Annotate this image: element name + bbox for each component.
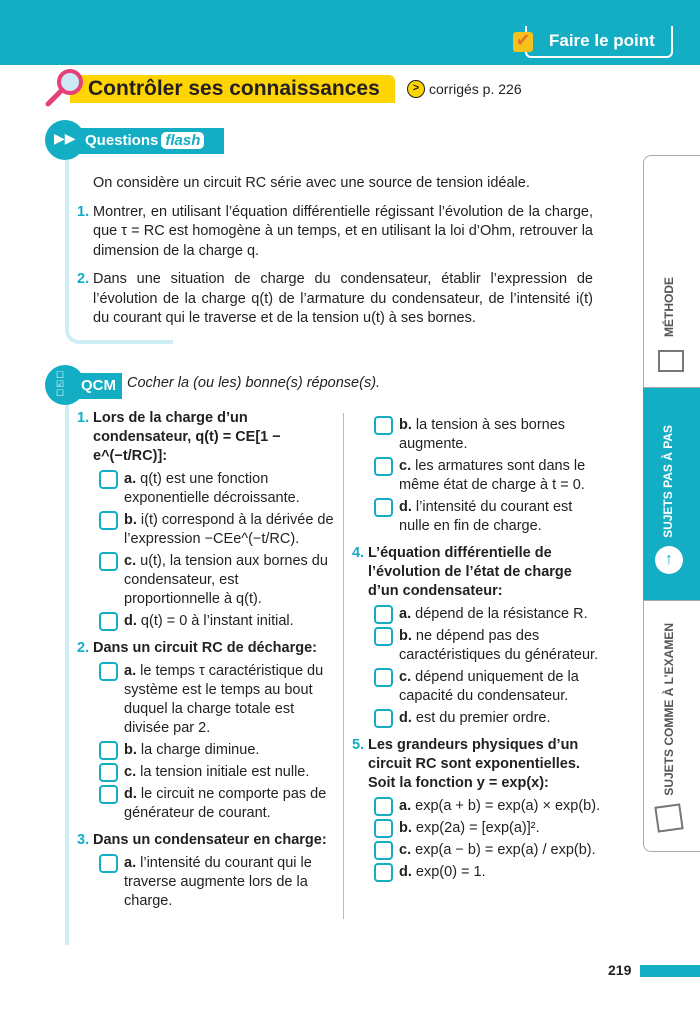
checkbox[interactable] — [99, 552, 118, 571]
qcm-option[interactable] — [99, 552, 335, 609]
option-text: exp(a + b) = exp(a) × exp(b). — [415, 797, 601, 814]
flash-question-2 — [77, 270, 593, 329]
qcm-question-1 — [77, 409, 335, 631]
qcm-label: QCM — [59, 373, 122, 399]
option-letter: a. — [124, 470, 137, 487]
checkbox[interactable] — [99, 511, 118, 530]
page-bar — [640, 965, 700, 977]
qcm-option[interactable] — [99, 785, 335, 823]
option-text: les armatures sont dans le même état de charge à t = 0. — [399, 457, 586, 493]
checklist-icon: ☐ ☑ ☐ — [56, 369, 65, 398]
option-text: dépend uniquement de la capacité du condensateur. — [399, 668, 579, 704]
option-text: ne dépend pas des caractéristiques du générateur. — [399, 627, 599, 663]
question-number: 2. — [77, 639, 90, 656]
option-letter: c. — [124, 552, 137, 569]
question-head — [352, 544, 601, 601]
qcm-question-5 — [352, 736, 601, 882]
option-text: la tension à ses bornes augmente. — [399, 416, 566, 452]
question-number: 1. — [77, 203, 90, 220]
option-letter: d. — [399, 863, 412, 880]
checkbox[interactable] — [374, 627, 393, 646]
option-letter: a. — [399, 797, 412, 814]
option-letter: b. — [399, 416, 412, 433]
question-text: Montrer, en utilisant l’équation différentielle régissant l’évolution de la charge, que τ = RC est homogène à un temps, et en utilisant la loi d’Ohm, retrouver la dimension de la charge q. — [93, 203, 593, 259]
qcm-option[interactable] — [374, 841, 601, 860]
question-text: Dans un circuit RC de décharge: — [93, 639, 317, 656]
qcm-option[interactable] — [99, 741, 335, 760]
qcm-question-3 — [77, 831, 335, 911]
option-letter: d. — [124, 612, 137, 629]
qcm-question-3 — [352, 416, 601, 536]
checkbox[interactable] — [99, 612, 118, 631]
qcm-option[interactable] — [374, 416, 601, 454]
checkbox[interactable] — [374, 457, 393, 476]
question-number: 5. — [352, 736, 365, 753]
qcm-option[interactable] — [374, 709, 601, 728]
question-head — [77, 409, 335, 466]
question-number: 1. — [77, 409, 90, 426]
qcm-option[interactable] — [374, 819, 601, 838]
question-text: Les grandeurs physiques d’un circuit RC sont exponentielles. Soit la fonction y = exp(x): — [368, 736, 580, 791]
questions-flash-bar — [57, 128, 224, 154]
option-letter: d. — [124, 785, 137, 802]
questions-flash-header — [45, 120, 605, 160]
option-text: exp(0) = 1. — [415, 863, 486, 880]
checkbox[interactable] — [99, 470, 118, 489]
option-letter: c. — [399, 841, 412, 858]
option-text: le circuit ne comporte pas de générateur de courant. — [124, 785, 327, 821]
question-text: Dans une situation de charge du condensateur, établir l’expression de l’évolution de la charge q(t) de l’armature du condensateur, de l’intensité i(t) du courant qui le traverse et de la tension u(t) à ses bornes. — [93, 271, 593, 326]
qcm-header — [45, 365, 605, 405]
checkbox[interactable] — [99, 741, 118, 760]
question-text: Lors de la charge d’un condensateur, q(t) = CE[1 − e^(−t/RC)]: — [93, 409, 281, 464]
qcm-column-right — [343, 413, 601, 919]
page-number: 219 — [608, 962, 632, 978]
qcm-option[interactable] — [374, 627, 601, 665]
checkbox[interactable] — [99, 662, 118, 681]
checkbox[interactable] — [374, 416, 393, 435]
questions-label: Questions — [85, 132, 159, 149]
checkbox[interactable] — [374, 605, 393, 624]
option-letter: b. — [124, 511, 137, 528]
checkbox[interactable] — [374, 668, 393, 687]
option-letter: a. — [124, 662, 137, 679]
paper-icon — [654, 803, 683, 832]
flash-label: flash — [161, 132, 204, 149]
option-text: i(t) correspond à la dérivée de l’expression −CEe^(−t/RC). — [124, 511, 334, 547]
question-head — [77, 831, 335, 850]
checkbox[interactable] — [374, 863, 393, 882]
question-number: 2. — [77, 271, 90, 287]
qcm-question-2 — [77, 639, 335, 823]
question-number: 3. — [77, 831, 90, 848]
arrow-up-icon: ↑ — [655, 546, 683, 574]
question-text: Dans un condensateur en charge: — [93, 831, 327, 848]
option-letter: b. — [399, 819, 412, 836]
fast-forward-icon: ▶▶ — [54, 131, 76, 147]
qcm-option[interactable] — [99, 854, 335, 911]
qcm-option[interactable] — [374, 605, 601, 624]
option-letter: b. — [124, 741, 137, 758]
option-letter: a. — [124, 854, 137, 871]
option-letter: c. — [399, 457, 412, 474]
chevron-right-icon: > — [407, 80, 425, 98]
checkbox[interactable] — [374, 797, 393, 816]
checkbox[interactable] — [99, 785, 118, 804]
qcm-option[interactable] — [374, 863, 601, 882]
question-head — [352, 736, 601, 793]
option-text: dépend de la résistance R. — [415, 605, 588, 622]
option-text: exp(a − b) = exp(a) / exp(b). — [415, 841, 596, 858]
qcm-option[interactable] — [374, 457, 601, 495]
corrections-text: corrigés p. 226 — [429, 81, 522, 97]
option-letter: c. — [399, 668, 412, 685]
qcm-option[interactable] — [99, 511, 335, 549]
option-letter: a. — [399, 605, 412, 622]
flash-question-1 — [77, 203, 593, 262]
option-letter: d. — [399, 498, 412, 515]
checkbox[interactable] — [374, 819, 393, 838]
qcm-option[interactable] — [99, 612, 335, 631]
checkbox[interactable] — [374, 498, 393, 517]
checkbox[interactable] — [99, 763, 118, 782]
qcm-option[interactable] — [99, 470, 335, 508]
option-text: u(t), la tension aux bornes du condensateur, est proportionnelle à q(t). — [124, 552, 328, 607]
option-letter: c. — [124, 763, 137, 780]
qcm-option[interactable] — [374, 498, 601, 536]
checkbox[interactable] — [374, 709, 393, 728]
option-text: l’intensité du courant est nulle en fin de charge. — [399, 498, 573, 534]
qcm-instruction: Cocher la (ou les) bonne(s) réponse(s). — [127, 374, 381, 391]
option-text: q(t) est une fonction exponentielle décroissante. — [124, 470, 300, 506]
question-text: L’équation différentielle de l’évolution de l’état de charge d’un condensateur: — [368, 544, 572, 599]
flash-intro: On considère un circuit RC série avec une source de tension idéale. — [93, 175, 530, 191]
question-number: 4. — [352, 544, 365, 561]
option-letter: d. — [399, 709, 412, 726]
corrections-link[interactable] — [407, 80, 522, 98]
tab-label: SUJETS COMME À L’EXAMEN — [662, 623, 676, 796]
option-text: est du premier ordre. — [415, 709, 551, 726]
qcm-column-left — [77, 409, 343, 919]
qcm-option[interactable] — [374, 797, 601, 816]
option-text: la charge diminue. — [140, 741, 260, 758]
tab-sujets-pas-a-pas[interactable] — [643, 388, 700, 600]
qcm-option[interactable] — [99, 662, 335, 738]
question-head — [77, 639, 335, 658]
magnifier-icon — [44, 68, 84, 108]
option-text: l’intensité du courant qui le traverse augmente lors de la charge. — [124, 854, 312, 909]
main-content — [45, 120, 605, 919]
checkmark-icon: ✔ — [513, 32, 533, 52]
option-text: le temps τ caractéristique du système est le temps au bout duquel la charge totale est divisée par 2. — [124, 662, 324, 736]
qcm-option[interactable] — [374, 668, 601, 706]
faire-le-point-tab: Faire le point — [525, 26, 673, 58]
option-text: exp(2a) = [exp(a)]². — [415, 819, 540, 836]
qcm-columns — [45, 409, 605, 919]
qcm-question-4 — [352, 544, 601, 728]
qcm-option[interactable] — [99, 763, 335, 782]
checkbox[interactable] — [99, 854, 118, 873]
option-text: la tension initiale est nulle. — [140, 763, 310, 780]
option-text: q(t) = 0 à l’instant initial. — [140, 612, 294, 629]
tab-label: SUJETS PAS À PAS — [661, 425, 675, 538]
checkbox[interactable] — [374, 841, 393, 860]
tab-methode[interactable] — [643, 155, 700, 388]
book-icon — [658, 350, 684, 372]
tab-sujets-examen[interactable] — [643, 600, 700, 852]
section-title: Contrôler ses connaissances — [70, 75, 395, 103]
option-letter: b. — [399, 627, 412, 644]
tab-label: MÉTHODE — [662, 277, 676, 337]
